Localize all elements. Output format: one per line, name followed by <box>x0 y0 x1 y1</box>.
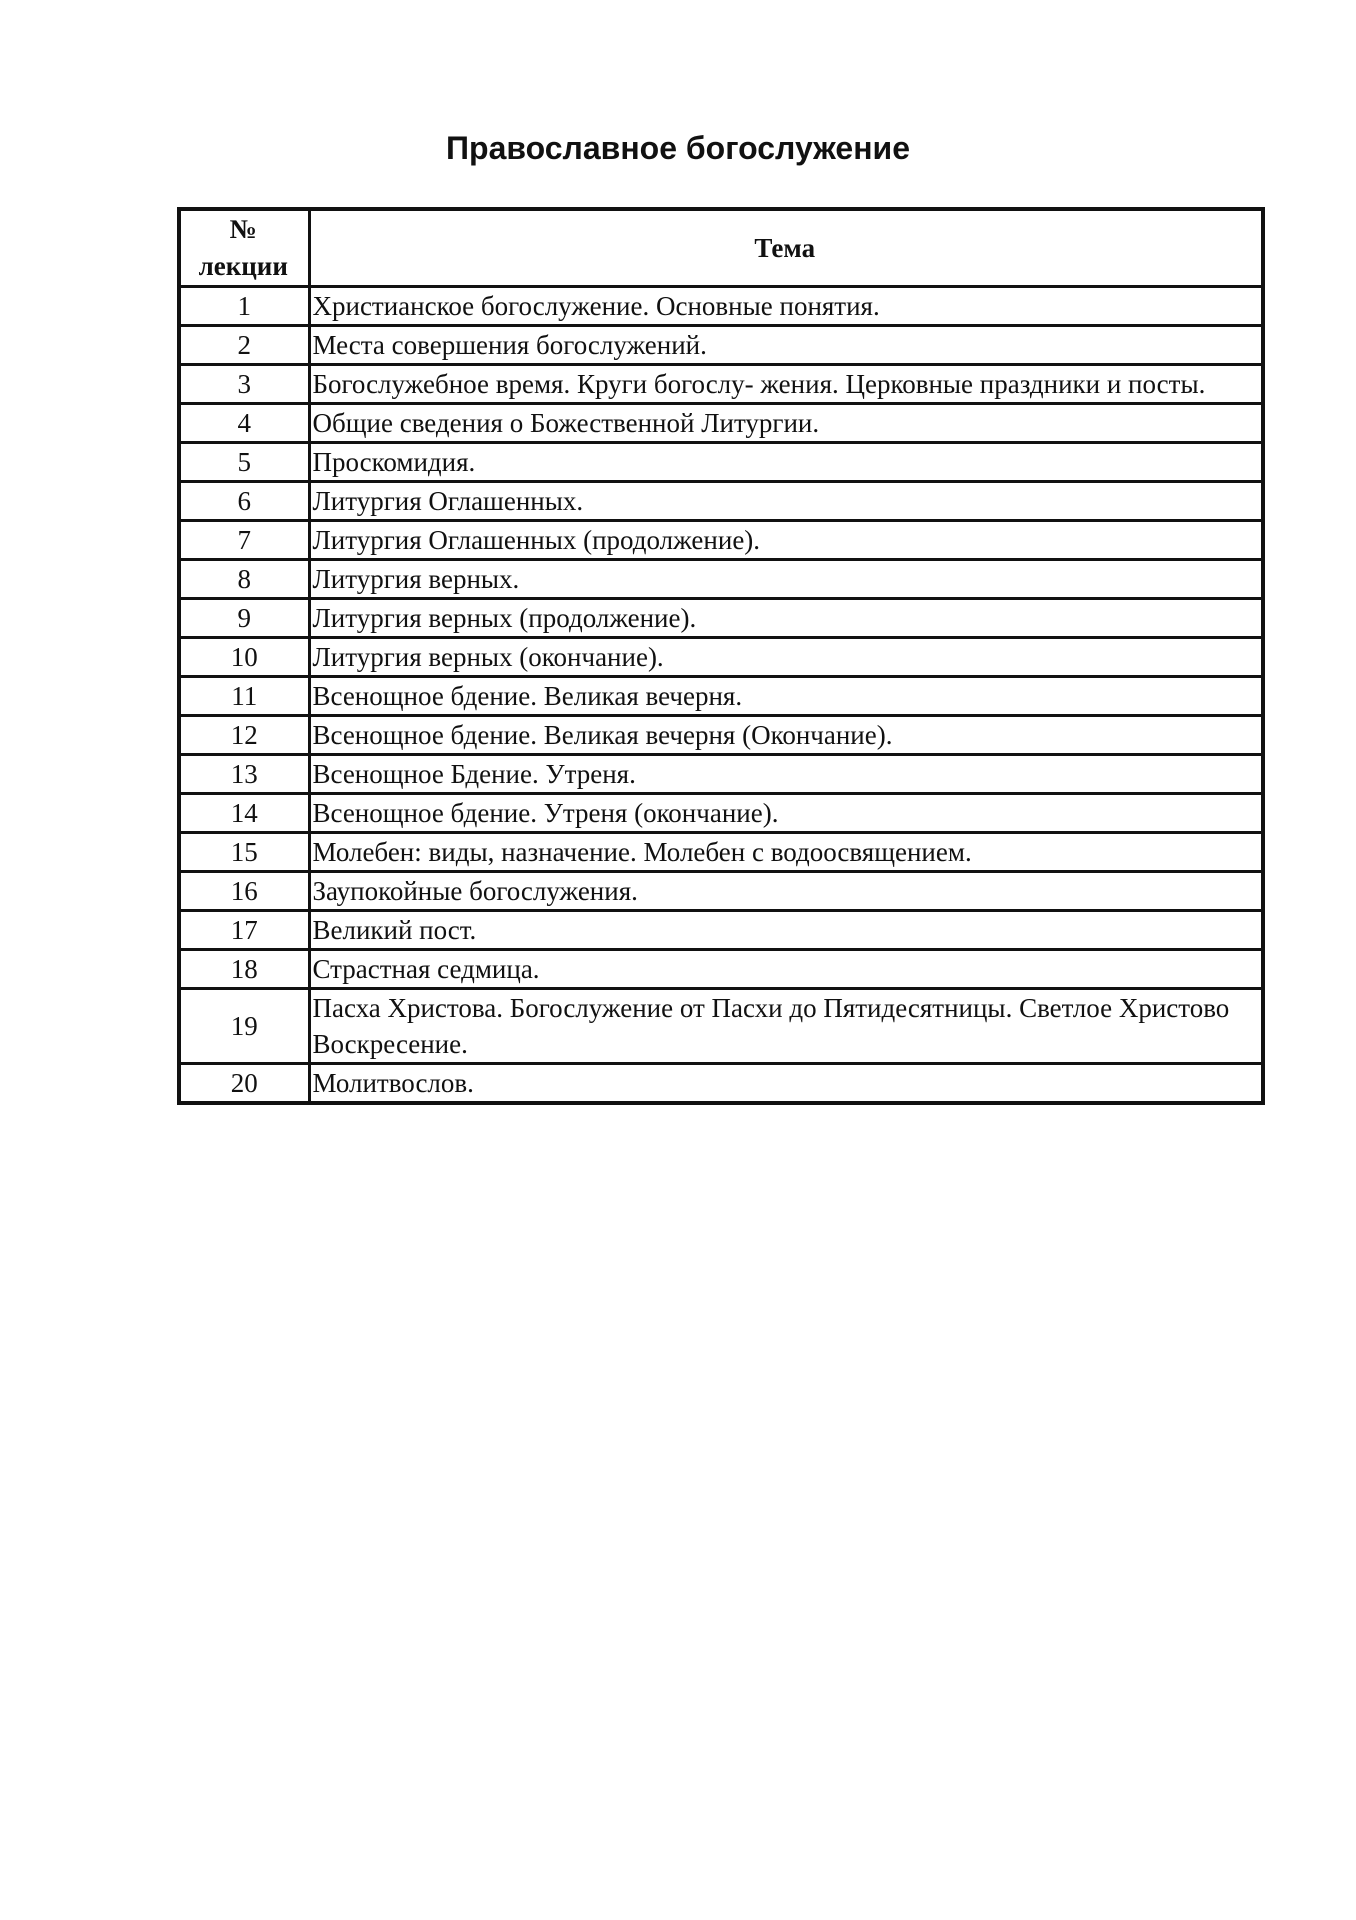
lecture-number-cell: 11 <box>179 677 309 716</box>
lecture-topic-cell: Молебен: виды, назначение. Молебен с водоосвящением. <box>309 833 1263 872</box>
table-row <box>179 443 1263 482</box>
lecture-topic-cell: Страстная седмица. <box>309 950 1263 989</box>
lecture-number-cell: 18 <box>179 950 309 989</box>
lecture-topic-cell: Всенощное бдение. Утреня (окончание). <box>309 794 1263 833</box>
page-title: Православное богослужение <box>446 130 910 166</box>
table-row <box>179 521 1263 560</box>
column-header-topic: Тема <box>309 209 1263 287</box>
lecture-number-cell: 8 <box>179 560 309 599</box>
lecture-topic-cell: Пасха Христова. Богослужение от Пасхи до Пятидесятницы. Светлое Христово Воскресение. <box>309 989 1263 1064</box>
lecture-number-cell: 13 <box>179 755 309 794</box>
lecture-number-cell: 3 <box>179 365 309 404</box>
lecture-topic-cell: Всенощное бдение. Великая вечерня (Окончание). <box>309 716 1263 755</box>
lecture-topic-cell: Христианское богослужение. Основные понятия. <box>309 287 1263 326</box>
lecture-number-cell: 9 <box>179 599 309 638</box>
lecture-topic-cell: Литургия верных. <box>309 560 1263 599</box>
lecture-number-cell: 14 <box>179 794 309 833</box>
lecture-topic-cell: Заупокойные богослужения. <box>309 872 1263 911</box>
table-row <box>179 560 1263 599</box>
lecture-number-cell: 5 <box>179 443 309 482</box>
lecture-number-cell: 1 <box>179 287 309 326</box>
lecture-topic-cell: Литургия верных (продолжение). <box>309 599 1263 638</box>
lecture-number-cell: 10 <box>179 638 309 677</box>
lecture-topic-cell: Проскомидия. <box>309 443 1263 482</box>
table-row <box>179 599 1263 638</box>
lecture-number-cell: 17 <box>179 911 309 950</box>
table-header-row <box>179 209 1263 287</box>
table-row <box>179 989 1263 1064</box>
table-row <box>179 1064 1263 1104</box>
table-row <box>179 950 1263 989</box>
column-header-number <box>179 209 309 287</box>
table-row <box>179 794 1263 833</box>
column-header-number-line2: лекции <box>198 251 288 281</box>
lecture-topic-cell: Всенощное Бдение. Утреня. <box>309 755 1263 794</box>
table-header <box>179 209 1263 287</box>
table-row <box>179 365 1263 404</box>
table-row <box>179 404 1263 443</box>
lecture-topic-cell: Места совершения богослужений. <box>309 326 1263 365</box>
lecture-number-cell: 20 <box>179 1064 309 1104</box>
lecture-table <box>177 207 1265 1105</box>
table-body <box>179 287 1263 1104</box>
table-row <box>179 716 1263 755</box>
lecture-number-cell: 4 <box>179 404 309 443</box>
table-row <box>179 872 1263 911</box>
lecture-number-cell: 12 <box>179 716 309 755</box>
table-row <box>179 833 1263 872</box>
lecture-topic-cell: Всенощное бдение. Великая вечерня. <box>309 677 1263 716</box>
lecture-number-cell: 2 <box>179 326 309 365</box>
lecture-topic-cell: Литургия верных (окончание). <box>309 638 1263 677</box>
lecture-number-cell: 15 <box>179 833 309 872</box>
lecture-topic-cell: Литургия Оглашенных. <box>309 482 1263 521</box>
table-row <box>179 755 1263 794</box>
lecture-topic-cell: Литургия Оглашенных (продолжение). <box>309 521 1263 560</box>
table-row <box>179 911 1263 950</box>
column-header-number-line1: № <box>229 214 257 244</box>
table-row <box>179 677 1263 716</box>
lecture-number-cell: 16 <box>179 872 309 911</box>
table-row <box>179 287 1263 326</box>
table-row <box>179 326 1263 365</box>
lecture-number-cell: 19 <box>179 989 309 1064</box>
table-row <box>179 482 1263 521</box>
lecture-topic-cell: Общие сведения о Божественной Литургии. <box>309 404 1263 443</box>
lecture-topic-cell: Великий пост. <box>309 911 1263 950</box>
table-row <box>179 638 1263 677</box>
lecture-topic-cell: Молитвослов. <box>309 1064 1263 1104</box>
lecture-number-cell: 7 <box>179 521 309 560</box>
lecture-number-cell: 6 <box>179 482 309 521</box>
lecture-topic-cell: Богослужебное время. Круги богослу- жения. Церковные праздники и посты. <box>309 365 1263 404</box>
